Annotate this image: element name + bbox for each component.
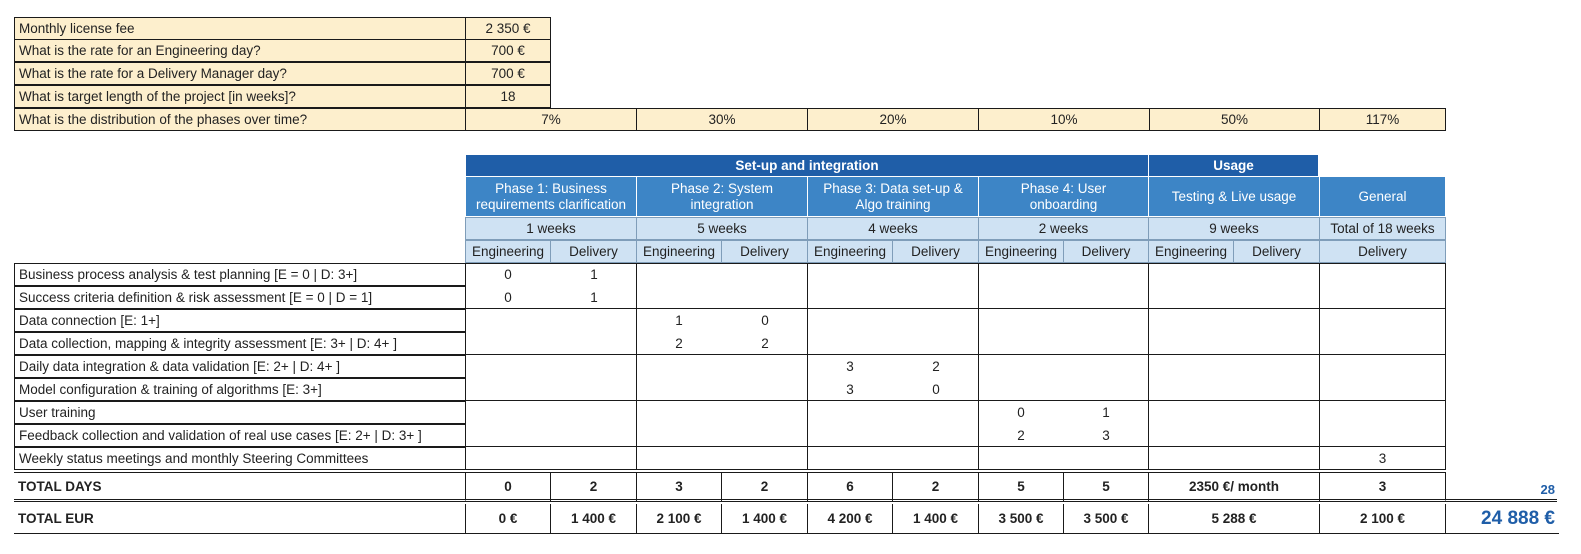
group-header-usage: Usage: [1148, 154, 1319, 177]
length-label: What is target length of the project [in weeks]?: [14, 85, 466, 108]
phase2-delivery-value[interactable]: 2: [761, 336, 769, 351]
phase4-block-empty: [978, 446, 1149, 470]
general-block-empty: [1319, 308, 1446, 355]
phase1-block-empty: [465, 354, 637, 401]
phase2-block-empty: [636, 446, 808, 470]
phase2-block-empty: [636, 354, 808, 401]
phase2-sub-delivery: Delivery: [721, 240, 808, 263]
task-label: Feedback collection and validation of real use cases [E: 2+ | D: 3+ ]: [14, 424, 466, 447]
phase3-block-empty: [807, 446, 979, 470]
general-duration: Total of 18 weeks: [1319, 217, 1446, 240]
distribution-general-cell[interactable]: 117%: [1319, 108, 1446, 131]
usage-duration: 9 weeks: [1148, 217, 1320, 240]
total-days-cell: 3: [636, 472, 722, 502]
total-eur-cell: 1 400 €: [550, 504, 637, 534]
total-eur-cell: 3 500 €: [1063, 504, 1149, 534]
total-days-cell: 0: [465, 472, 551, 502]
phase1-duration: 1 weeks: [465, 217, 637, 240]
eng-rate-value-cell[interactable]: 700 €: [465, 39, 551, 62]
usage-block-empty: [1148, 400, 1320, 447]
total-days-cell: 2: [721, 472, 808, 502]
task-label: User training: [14, 401, 466, 424]
phase1-block-empty: [465, 446, 637, 470]
phase4-duration: 2 weeks: [978, 217, 1149, 240]
general-sub-delivery: Delivery: [1319, 240, 1446, 263]
phase4-header: Phase 4: User onboarding: [978, 176, 1149, 217]
fee-value-cell[interactable]: 2 350 €: [465, 17, 551, 40]
phase3-block-empty: [807, 400, 979, 447]
total-eur-cell: 3 500 €: [978, 504, 1064, 534]
phase1-sub-engineering: Engineering: [465, 240, 551, 263]
phase2-block-empty: [636, 263, 808, 309]
phase1-header: Phase 1: Business requirements clarification: [465, 176, 637, 217]
usage-block-empty: [1148, 354, 1320, 401]
total-days-general-cell: 3: [1319, 472, 1446, 502]
task-label: Weekly status meetings and monthly Steering Committees: [14, 447, 466, 470]
phase4-block-empty: [978, 354, 1149, 401]
phase2-header: Phase 2: System integration: [636, 176, 808, 217]
usage-block-empty: [1148, 308, 1320, 355]
general-block-empty: [1319, 400, 1446, 447]
usage-header: Testing & Live usage: [1148, 176, 1320, 217]
usage-sub-engineering: Engineering: [1148, 240, 1234, 263]
total-days-cell: 6: [807, 472, 893, 502]
phase3-engineering-value[interactable]: 3: [846, 359, 854, 374]
phase4-block-empty: [978, 308, 1149, 355]
phase2-engineering-value[interactable]: 2: [675, 336, 683, 351]
phase3-block-empty: [807, 263, 979, 309]
total-eur-usage-cell: 5 288 €: [1148, 504, 1320, 534]
general-block-empty: [1319, 354, 1446, 401]
phase3-sub-delivery: Delivery: [892, 240, 979, 263]
total-eur-cell: 1 400 €: [721, 504, 808, 534]
general-block-empty: [1319, 263, 1446, 309]
phase2-block-empty: [636, 400, 808, 447]
phase3-block-empty: [807, 308, 979, 355]
distribution-phase3-cell[interactable]: 20%: [807, 108, 979, 131]
total-days-cell: 2: [892, 472, 979, 502]
task-label: Data collection, mapping & integrity assessment [E: 3+ | D: 4+ ]: [14, 332, 466, 355]
phase1-engineering-value[interactable]: 0: [504, 267, 512, 282]
total-days-cell: 5: [978, 472, 1064, 502]
task-label: Success criteria definition & risk assessment [E = 0 | D = 1]: [14, 286, 466, 309]
phase4-delivery-value[interactable]: 1: [1102, 405, 1110, 420]
phase2-sub-engineering: Engineering: [636, 240, 722, 263]
phase3-duration: 4 weeks: [807, 217, 979, 240]
total-days-cell: 5: [1063, 472, 1149, 502]
phase2-delivery-value[interactable]: 0: [761, 313, 769, 328]
phase4-engineering-value[interactable]: 2: [1017, 428, 1025, 443]
task-label: Model configuration & training of algorithms [E: 3+]: [14, 378, 466, 401]
dm-rate-value-cell[interactable]: 700 €: [465, 62, 551, 85]
group-header-setup: Set-up and integration: [465, 154, 1149, 177]
phase4-block-empty: [978, 263, 1149, 309]
distribution-usage-cell[interactable]: 50%: [1149, 108, 1320, 131]
phase3-engineering-value[interactable]: 3: [846, 382, 854, 397]
total-days-usage-cell: 2350 €/ month: [1148, 472, 1320, 502]
phase2-duration: 5 weeks: [636, 217, 808, 240]
phase4-sub-engineering: Engineering: [978, 240, 1064, 263]
phase3-delivery-value[interactable]: 2: [932, 359, 940, 374]
general-header: General: [1319, 176, 1446, 217]
phase4-sub-delivery: Delivery: [1063, 240, 1149, 263]
phase1-sub-delivery: Delivery: [550, 240, 637, 263]
total-eur-cell: 0 €: [465, 504, 551, 534]
task-label: Business process analysis & test planning [E = 0 | D: 3+]: [14, 263, 466, 286]
phase3-header: Phase 3: Data set-up & Algo training: [807, 176, 979, 217]
eng-rate-label: What is the rate for an Engineering day?: [14, 39, 466, 62]
distribution-label: What is the distribution of the phases over time?: [14, 108, 466, 131]
general-delivery-value[interactable]: 3: [1378, 451, 1387, 466]
usage-block-empty: [1148, 263, 1320, 309]
total-days-cell: 2: [550, 472, 637, 502]
fee-label: Monthly license fee: [14, 17, 466, 40]
phase1-block-empty: [465, 308, 637, 355]
usage-block-empty: [1148, 446, 1320, 470]
distribution-phase2-cell[interactable]: 30%: [636, 108, 808, 131]
phase1-delivery-value[interactable]: 1: [590, 267, 598, 282]
usage-sub-delivery: Delivery: [1233, 240, 1320, 263]
total-eur-general-cell: 2 100 €: [1319, 504, 1446, 534]
total-eur-cell: 1 400 €: [892, 504, 979, 534]
phase1-engineering-value[interactable]: 0: [504, 290, 512, 305]
phase4-delivery-value[interactable]: 3: [1102, 428, 1110, 443]
grand-total-eur: 24 888 €: [1446, 504, 1559, 534]
phase4-engineering-value[interactable]: 0: [1017, 405, 1025, 420]
task-label: Data connection [E: 1+]: [14, 309, 466, 332]
task-label: Daily data integration & data validation [E: 2+ | D: 4+ ]: [14, 355, 466, 378]
total-eur-label: TOTAL EUR: [14, 504, 466, 534]
phase3-delivery-value[interactable]: 0: [932, 382, 940, 397]
distribution-phase4-cell[interactable]: 10%: [978, 108, 1150, 131]
total-eur-cell: 4 200 €: [807, 504, 893, 534]
length-value-cell[interactable]: 18: [465, 85, 551, 108]
total-days-sum: 28: [1446, 480, 1557, 502]
phase2-engineering-value[interactable]: 1: [675, 313, 683, 328]
phase1-delivery-value[interactable]: 1: [590, 290, 598, 305]
total-eur-cell: 2 100 €: [636, 504, 722, 534]
distribution-phase1-cell[interactable]: 7%: [465, 108, 637, 131]
phase3-sub-engineering: Engineering: [807, 240, 893, 263]
phase1-block-empty: [465, 400, 637, 447]
total-days-label: TOTAL DAYS: [14, 472, 466, 502]
dm-rate-label: What is the rate for a Delivery Manager day?: [14, 62, 466, 85]
